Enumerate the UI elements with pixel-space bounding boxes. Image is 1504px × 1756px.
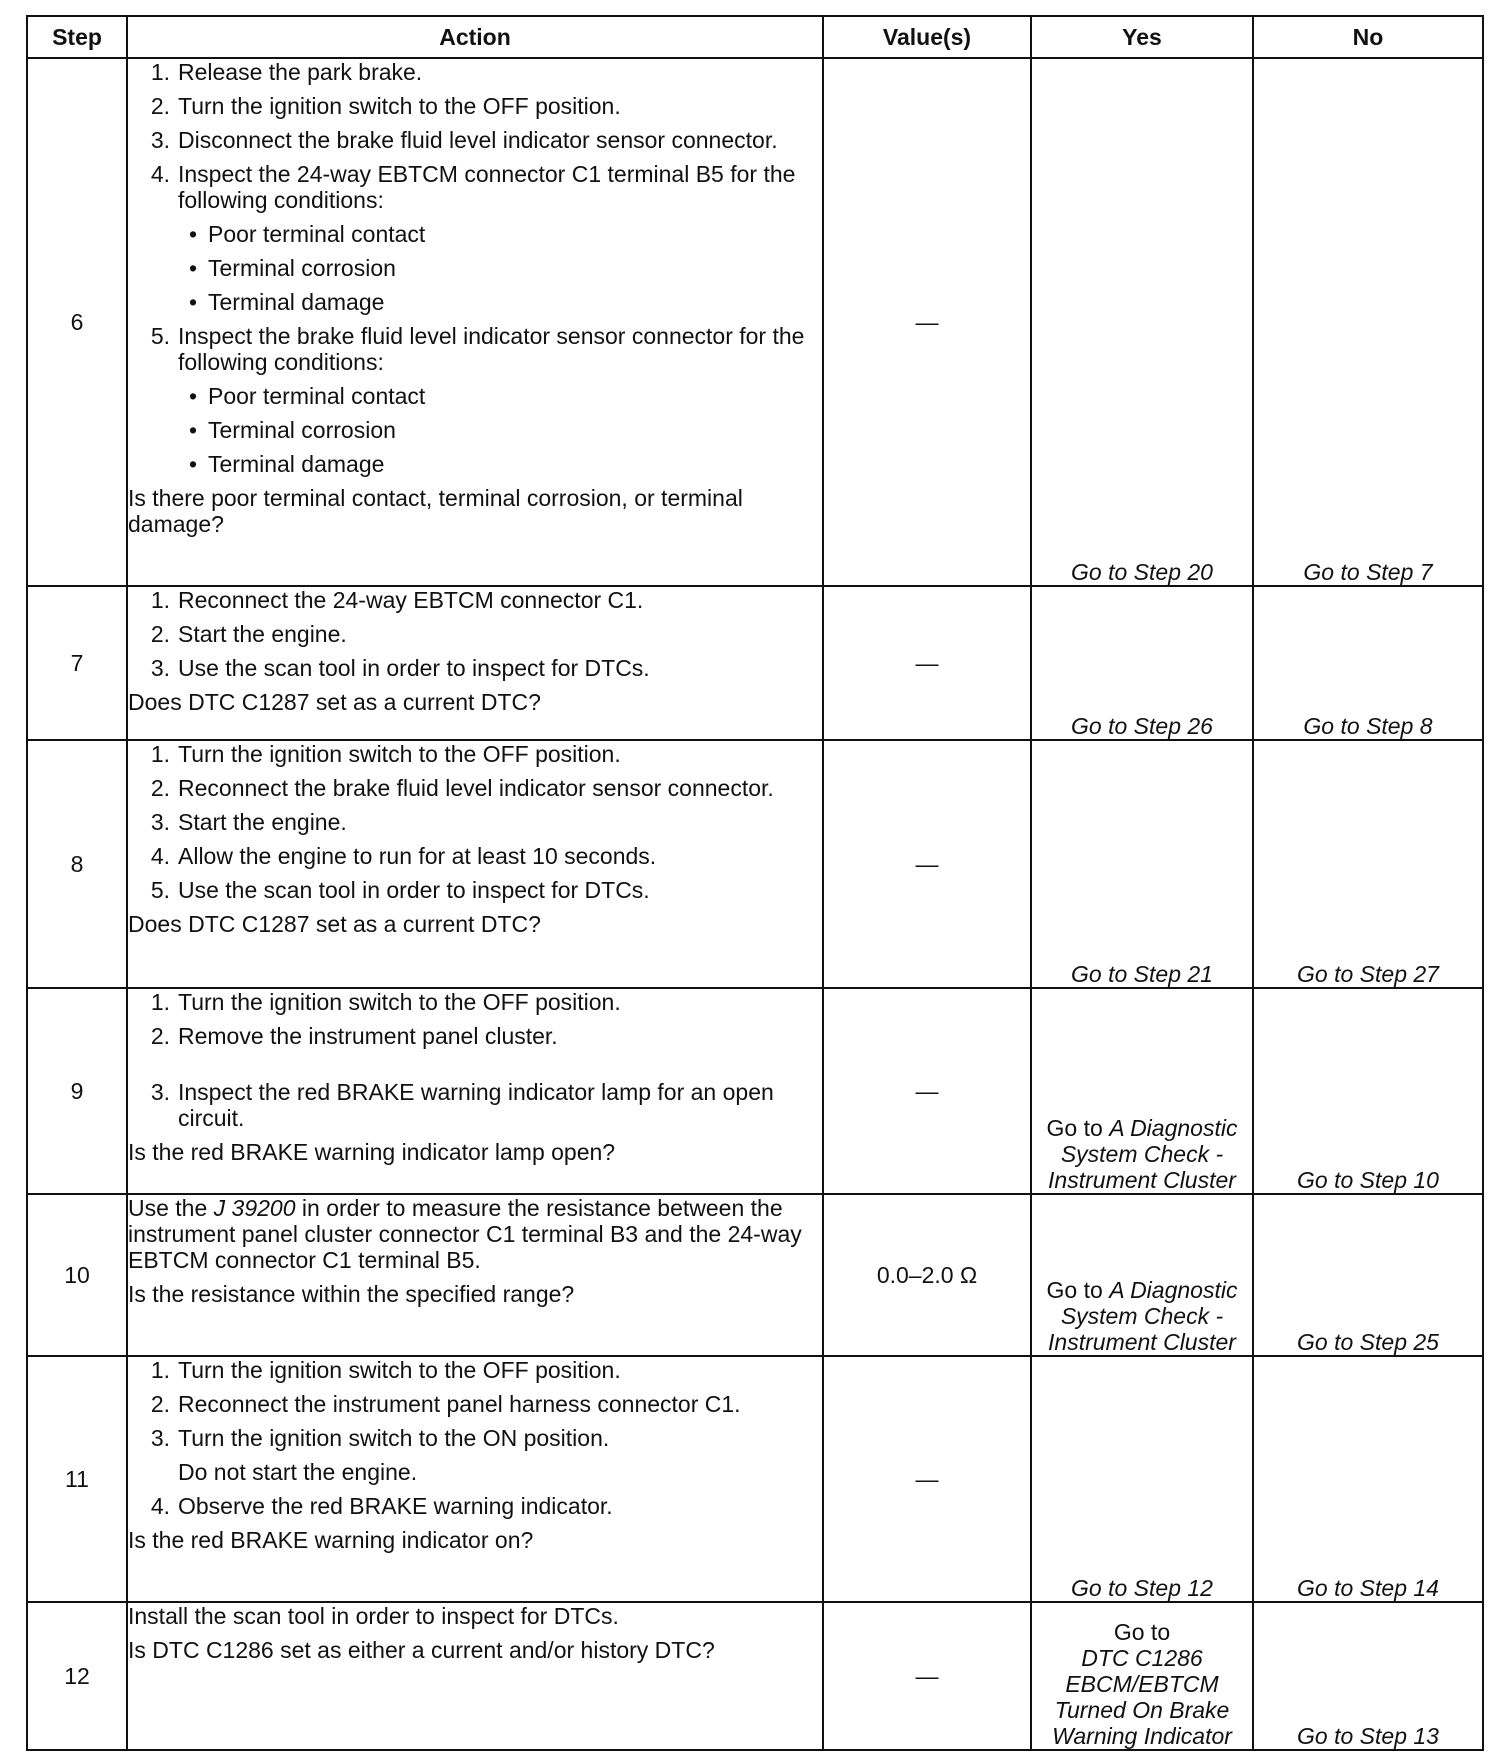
step-number: 12	[27, 1602, 127, 1750]
question-text: Does DTC C1287 set as a current DTC?	[128, 689, 541, 715]
list-item: 1. Reconnect the 24-way EBTCM connector C1.	[150, 587, 644, 613]
no-cell	[1253, 1356, 1483, 1602]
yes-link[interactable]: DTC C1286 EBCM/EBTCM Turned On Brake Warning Indicator	[1052, 1645, 1232, 1749]
list-item: 5. Inspect the brake fluid level indicator sensor connector for the following conditions: • Poor terminal contact • Terminal corrosion • Terminal damage	[128, 323, 822, 477]
action-cell	[127, 1194, 823, 1356]
no-cell	[1253, 58, 1483, 586]
no-link[interactable]: Go to Step 25	[1297, 1329, 1439, 1355]
bullet-item: • Terminal damage	[188, 451, 385, 477]
yes-cell: Go to A Diagnostic System Check - Instrument Cluster	[1031, 988, 1253, 1194]
list-item: 3. Disconnect the brake fluid level indicator sensor connector.	[150, 127, 778, 153]
list-item: 3. Use the scan tool in order to inspect for DTCs.	[150, 655, 650, 681]
yes-link[interactable]: Go to Step 20	[1071, 559, 1213, 585]
no-cell	[1253, 1602, 1483, 1750]
table-row	[27, 1356, 1483, 1602]
list-item: 2. Start the engine.	[150, 621, 347, 647]
list-item: 4. Allow the engine to run for at least 10 seconds.	[150, 843, 657, 869]
table-row	[27, 740, 1483, 988]
yes-link[interactable]: A Diagnostic System Check - Instrument Cluster	[1048, 1115, 1238, 1193]
table-row	[27, 1602, 1483, 1750]
no-link[interactable]: Go to Step 14	[1297, 1575, 1439, 1601]
action-cell	[127, 740, 823, 988]
no-link[interactable]: Go to Step 10	[1297, 1167, 1439, 1193]
action-cell	[127, 586, 823, 740]
list-item: 2. Remove the instrument panel cluster.	[150, 1023, 558, 1049]
list-item: 1. Release the park brake.	[150, 59, 423, 85]
yes-cell	[1031, 1356, 1253, 1602]
question-text: Is the red BRAKE warning indicator on?	[128, 1527, 534, 1553]
value-cell: —	[823, 1602, 1031, 1750]
header-action: Action	[127, 16, 823, 58]
list-item: 1. Turn the ignition switch to the OFF position.	[150, 1357, 621, 1383]
action-cell	[127, 58, 823, 586]
no-cell	[1253, 988, 1483, 1194]
note-text: Do not start the engine.	[178, 1459, 418, 1485]
step-number: 10	[27, 1194, 127, 1356]
value-cell: —	[823, 988, 1031, 1194]
no-cell	[1253, 586, 1483, 740]
no-link[interactable]: Go to Step 27	[1297, 961, 1439, 987]
list-item: 5. Use the scan tool in order to inspect for DTCs.	[150, 877, 650, 903]
list-item: 1. Turn the ignition switch to the OFF position.	[150, 989, 621, 1015]
value-cell: —	[823, 586, 1031, 740]
yes-link[interactable]: A Diagnostic System Check - Instrument Cluster	[1048, 1277, 1238, 1355]
action-cell	[127, 1356, 823, 1602]
yes-cell: Go to DTC C1286 EBCM/EBTCM Turned On Brake Warning Indicator	[1031, 1602, 1253, 1750]
question-text: Is there poor terminal contact, terminal corrosion, or terminal damage?	[128, 485, 743, 537]
value-cell: —	[823, 1356, 1031, 1602]
diagnostic-table	[26, 15, 1484, 1751]
instruction-text: Install the scan tool in order to inspect for DTCs.	[128, 1603, 619, 1629]
action-cell	[127, 1602, 823, 1750]
question-text: Is the resistance within the specified range?	[128, 1281, 575, 1307]
table-row	[27, 988, 1483, 1194]
list-item: 2. Turn the ignition switch to the OFF position.	[150, 93, 621, 119]
table-row	[27, 586, 1483, 740]
yes-cell	[1031, 58, 1253, 586]
step-number: 6	[27, 58, 127, 586]
question-text: Is DTC C1286 set as either a current and/or history DTC?	[128, 1637, 715, 1663]
value-cell: —	[823, 740, 1031, 988]
yes-cell: Go to A Diagnostic System Check - Instrument Cluster	[1031, 1194, 1253, 1356]
header-step: Step	[27, 16, 127, 58]
no-cell	[1253, 1194, 1483, 1356]
question-text: Does DTC C1287 set as a current DTC?	[128, 911, 541, 937]
bullet-item: • Terminal corrosion	[188, 255, 396, 281]
value-cell: —	[823, 58, 1031, 586]
header-no: No	[1253, 16, 1483, 58]
list-item: 1. Turn the ignition switch to the OFF position.	[150, 741, 621, 767]
list-item: 2. Reconnect the instrument panel harness connector C1.	[150, 1391, 741, 1417]
bullet-item: • Terminal damage	[188, 289, 385, 315]
no-cell	[1253, 740, 1483, 988]
step-number: 8	[27, 740, 127, 988]
list-item: 4. Inspect the 24-way EBTCM connector C1 terminal B5 for the following conditions: • Poor terminal contact • Terminal corrosion • Terminal damage	[128, 161, 822, 315]
header-values: Value(s)	[823, 16, 1031, 58]
yes-link[interactable]: Go to Step 21	[1071, 961, 1213, 987]
table-row	[27, 1194, 1483, 1356]
yes-cell	[1031, 740, 1253, 988]
header-yes: Yes	[1031, 16, 1253, 58]
no-link[interactable]: Go to Step 8	[1303, 713, 1433, 739]
yes-link[interactable]: Go to Step 12	[1071, 1575, 1213, 1601]
step-number: 7	[27, 586, 127, 740]
question-text: Is the red BRAKE warning indicator lamp open?	[128, 1139, 616, 1165]
bullet-item: • Poor terminal contact	[188, 221, 426, 247]
table-row	[27, 58, 1483, 586]
list-item: 3. Inspect the red BRAKE warning indicator lamp for an open circuit.	[150, 1079, 774, 1131]
action-cell	[127, 988, 823, 1194]
list-item: 4. Observe the red BRAKE warning indicator.	[150, 1493, 613, 1519]
bullet-item: • Terminal corrosion	[188, 417, 396, 443]
header-row	[27, 16, 1483, 58]
no-link[interactable]: Go to Step 7	[1303, 559, 1433, 585]
no-link[interactable]: Go to Step 13	[1297, 1723, 1439, 1749]
step-number: 9	[27, 988, 127, 1194]
list-item: 3. Turn the ignition switch to the ON position. Do not start the engine.	[128, 1425, 822, 1485]
instruction-text: Use the J 39200 in order to measure the resistance between the instrument panel cluster connector C1 terminal B3 and the 24-way EBTCM connector C1 terminal B5.	[128, 1195, 802, 1273]
yes-link[interactable]: Go to Step 26	[1071, 713, 1213, 739]
yes-cell	[1031, 586, 1253, 740]
step-number: 11	[27, 1356, 127, 1602]
list-item: 3. Start the engine.	[150, 809, 347, 835]
bullet-item: • Poor terminal contact	[188, 383, 426, 409]
tool-name: J 39200	[213, 1195, 296, 1221]
list-item: 2. Reconnect the brake fluid level indicator sensor connector.	[150, 775, 774, 801]
value-cell: 0.0–2.0 Ω	[823, 1194, 1031, 1356]
